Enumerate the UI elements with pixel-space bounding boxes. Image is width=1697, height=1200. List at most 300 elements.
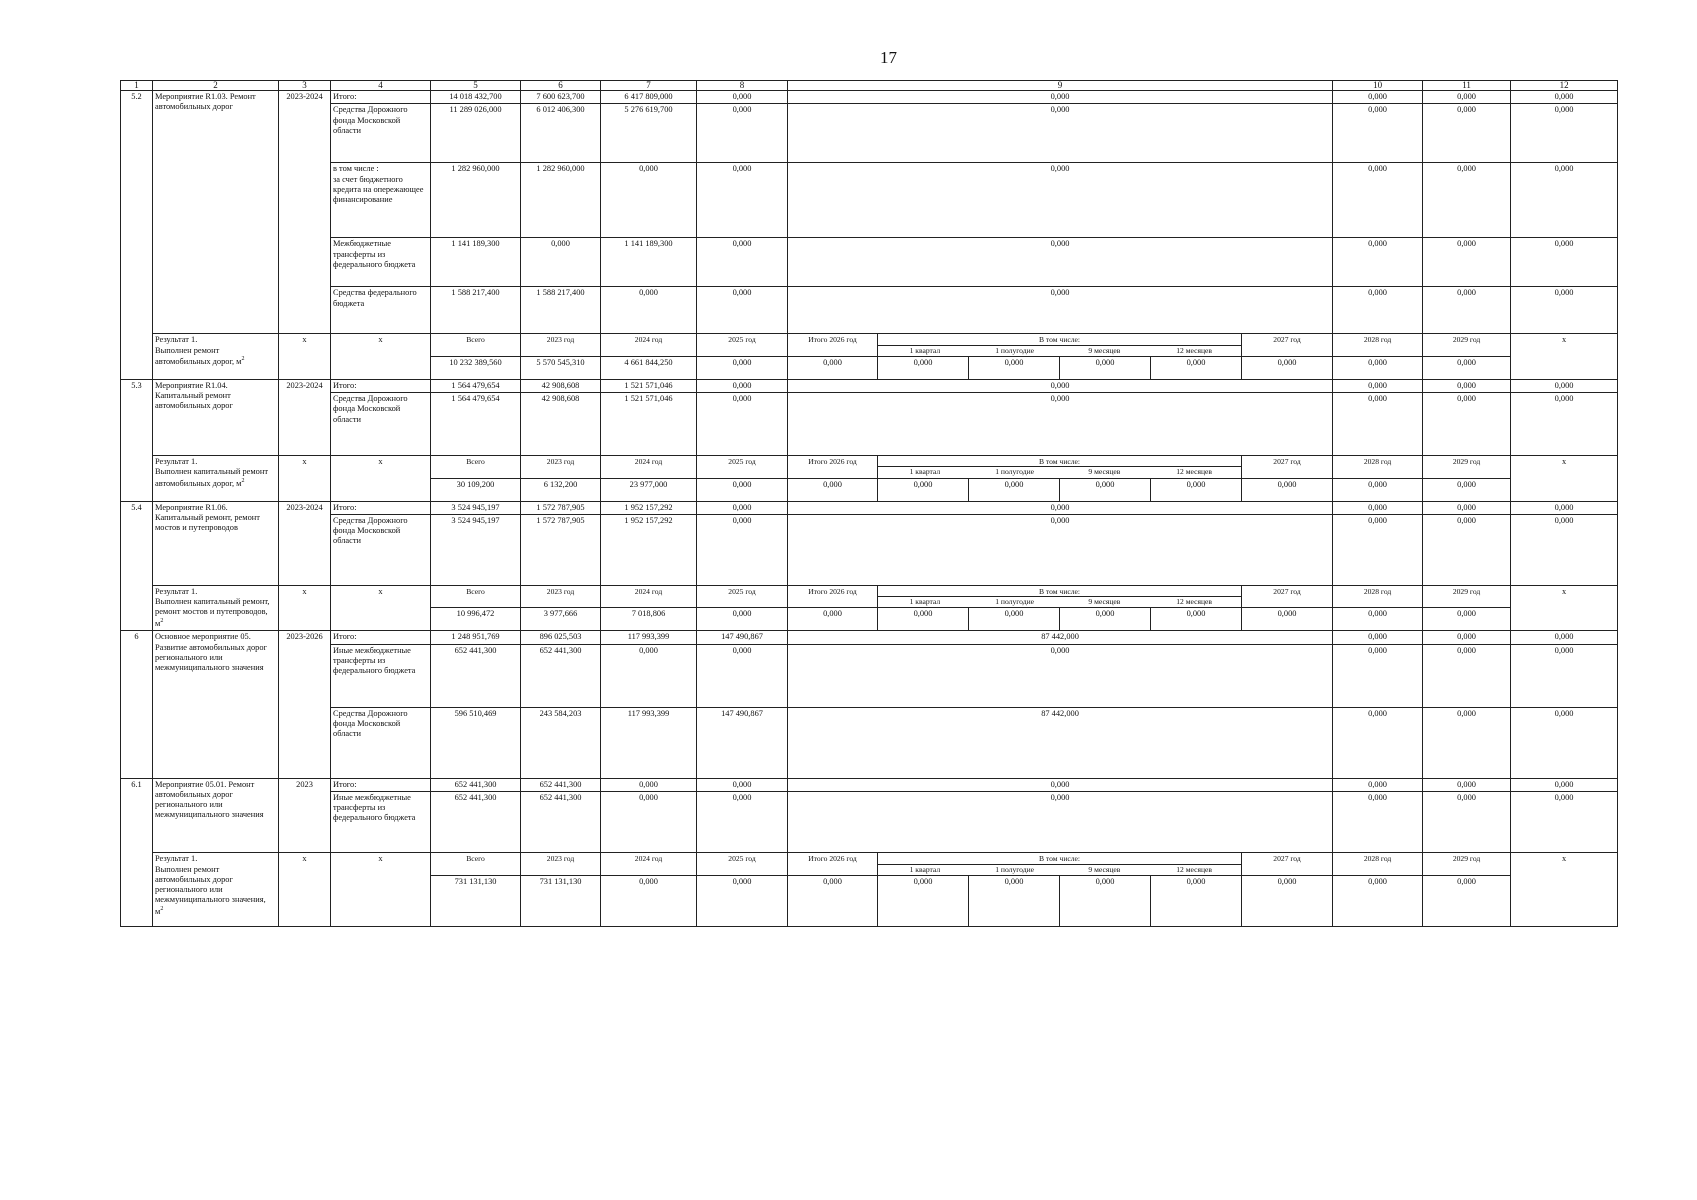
- column-number-9: 9: [788, 81, 1333, 91]
- item-number: 6: [121, 631, 153, 778]
- amount-total: 3 524 945,197: [431, 501, 521, 514]
- subperiod-h1: 1 полугодие: [995, 345, 1035, 355]
- result-header-row: [121, 334, 1618, 357]
- subperiod-q1: 1 квартал: [909, 467, 941, 477]
- result-value: 0,000: [1242, 608, 1333, 631]
- result-col-y2024: 2024 год: [601, 585, 697, 608]
- amount-2025: 0,000: [697, 393, 788, 456]
- amount-2027: 0,000: [1333, 287, 1423, 334]
- amount-2023: 1 282 960,000: [521, 163, 601, 238]
- subperiod-m9: 9 месяцев: [1088, 864, 1121, 874]
- result-col-v-tom-chisle: [878, 334, 1242, 357]
- amount-2029: 0,000: [1511, 501, 1618, 514]
- result-value: 0,000: [878, 608, 969, 631]
- result-value: 0,000: [1423, 356, 1511, 379]
- result-value: 0,000: [697, 478, 788, 501]
- result-value: 0,000: [1333, 356, 1423, 379]
- result-col-v-tom-chisle: [878, 853, 1242, 876]
- funding-source: Средства Дорожного фонда Московской области: [331, 104, 431, 163]
- column-number-10: 10: [1333, 81, 1423, 91]
- result-value: 10 996,472: [431, 608, 521, 631]
- result-col-y2024: 2024 год: [601, 456, 697, 479]
- funding-source: в том числе : за счет бюджетного кредита на опережающее финансирование: [331, 163, 431, 238]
- subperiod-m12: 12 месяцев: [1176, 597, 1212, 606]
- result-value: 10 232 389,560: [431, 356, 521, 379]
- funding-row: [121, 379, 1618, 392]
- amount-2028: 0,000: [1423, 778, 1511, 791]
- funding-source: Итого:: [331, 501, 431, 514]
- result-col-y2028: 2028 год: [1333, 585, 1423, 608]
- amount-2026: 0,000: [788, 393, 1333, 456]
- column-number-3: 3: [279, 81, 331, 91]
- amount-2026: 0,000: [788, 91, 1333, 104]
- result-value: 0,000: [1060, 608, 1151, 631]
- amount-2026: 87 442,000: [788, 707, 1333, 778]
- result-col-itogo2026: Итого 2026 год: [788, 853, 878, 876]
- result-value: 4 661 844,250: [601, 356, 697, 379]
- amount-2026: 0,000: [788, 644, 1333, 707]
- result-value: 0,000: [601, 875, 697, 926]
- v-tom-chisle-label: В том числе:: [878, 587, 1241, 597]
- result-col-y2029: 2029 год: [1423, 334, 1511, 357]
- subperiod-q1: 1 квартал: [909, 597, 941, 606]
- amount-2025: 0,000: [697, 514, 788, 585]
- item-period: 2023-2026: [279, 631, 331, 778]
- amount-2026: 0,000: [788, 379, 1333, 392]
- subperiod-m9: 9 месяцев: [1088, 467, 1121, 477]
- amount-2025: 0,000: [697, 501, 788, 514]
- result-value: 0,000: [878, 478, 969, 501]
- result-value: 0,000: [788, 478, 878, 501]
- amount-2027: 0,000: [1333, 91, 1423, 104]
- result-col-y2023: 2023 год: [521, 334, 601, 357]
- amount-2026: 0,000: [788, 514, 1333, 585]
- result-value: 0,000: [1242, 478, 1333, 501]
- amount-2026: 0,000: [788, 287, 1333, 334]
- amount-2023: 1 572 787,905: [521, 514, 601, 585]
- subperiod-labels: [880, 597, 1239, 606]
- item-name: Основное мероприятие 05. Развитие автомобильных дорог регионального или межмуниципального значения: [153, 631, 279, 778]
- result-col-y2027: 2027 год: [1242, 585, 1333, 608]
- amount-2023: 1 588 217,400: [521, 287, 601, 334]
- amount-2023: 7 600 623,700: [521, 91, 601, 104]
- result-col-y2029: 2029 год: [1423, 853, 1511, 876]
- amount-2025: 147 490,867: [697, 707, 788, 778]
- amount-total: 596 510,469: [431, 707, 521, 778]
- item-number: 5.4: [121, 501, 153, 631]
- unit-superscript: 2: [160, 617, 164, 624]
- amount-2025: 0,000: [697, 791, 788, 852]
- amount-2024: 6 417 809,000: [601, 91, 697, 104]
- result-value: 0,000: [1423, 875, 1511, 926]
- amount-2027: 0,000: [1333, 501, 1423, 514]
- amount-2025: 147 490,867: [697, 631, 788, 644]
- result-value: 0,000: [969, 356, 1060, 379]
- result-col-vsego: Всего: [431, 853, 521, 876]
- amount-2028: 0,000: [1423, 393, 1511, 456]
- result-value: 0,000: [1423, 478, 1511, 501]
- budget-table: [120, 80, 1618, 927]
- amount-2028: 0,000: [1423, 91, 1511, 104]
- subperiod-m12: 12 месяцев: [1176, 467, 1212, 477]
- result-value: 5 570 545,310: [521, 356, 601, 379]
- amount-2023: 1 572 787,905: [521, 501, 601, 514]
- funding-row: [121, 778, 1618, 791]
- funding-row: [121, 163, 1618, 238]
- funding-source: Средства Дорожного фонда Московской области: [331, 393, 431, 456]
- column-number-4: 4: [331, 81, 431, 91]
- amount-2023: 42 908,608: [521, 379, 601, 392]
- result-label-text: Результат 1. Выполнен капитальный ремонт автомобильных дорог, м: [155, 457, 269, 488]
- amount-2024: 0,000: [601, 778, 697, 791]
- item-number: 5.2: [121, 91, 153, 380]
- result-executor-x: х: [1511, 585, 1618, 631]
- v-tom-chisle-label: В том числе:: [878, 457, 1241, 467]
- amount-2024: 1 521 571,046: [601, 393, 697, 456]
- amount-2028: 0,000: [1423, 104, 1511, 163]
- amount-2024: 1 952 157,292: [601, 514, 697, 585]
- amount-2026: 87 442,000: [788, 631, 1333, 644]
- amount-2028: 0,000: [1423, 514, 1511, 585]
- amount-2026: 0,000: [788, 163, 1333, 238]
- funding-row: [121, 707, 1618, 778]
- result-value: 731 131,130: [431, 875, 521, 926]
- funding-source: Итого:: [331, 631, 431, 644]
- result-value: 3 977,666: [521, 608, 601, 631]
- result-x-period: х: [279, 853, 331, 927]
- result-executor-x: х: [1511, 853, 1618, 927]
- amount-2024: 0,000: [601, 791, 697, 852]
- result-value: 30 109,200: [431, 478, 521, 501]
- amount-2024: 1 521 571,046: [601, 379, 697, 392]
- item-period: 2023-2024: [279, 501, 331, 585]
- funding-row: [121, 393, 1618, 456]
- column-number-11: 11: [1423, 81, 1511, 91]
- result-value: 0,000: [788, 608, 878, 631]
- amount-2026: 0,000: [788, 791, 1333, 852]
- amount-2023: 42 908,608: [521, 393, 601, 456]
- amount-2029: 0,000: [1511, 514, 1618, 585]
- result-header-row: [121, 585, 1618, 608]
- amount-2027: 0,000: [1333, 238, 1423, 287]
- item-period: 2023-2024: [279, 91, 331, 334]
- amount-2023: 896 025,503: [521, 631, 601, 644]
- subperiod-h1: 1 полугодие: [995, 467, 1035, 477]
- amount-2024: 117 993,399: [601, 631, 697, 644]
- amount-total: 1 588 217,400: [431, 287, 521, 334]
- unit-superscript: 2: [241, 355, 245, 362]
- amount-2024: 0,000: [601, 163, 697, 238]
- result-value: 0,000: [788, 875, 878, 926]
- result-label-text: Результат 1. Выполнен капитальный ремонт, ремонт мостов и путепроводов, м: [155, 586, 270, 628]
- amount-2027: 0,000: [1333, 791, 1423, 852]
- result-value: 0,000: [969, 478, 1060, 501]
- subperiod-m9: 9 месяцев: [1088, 597, 1121, 606]
- funding-source: Средства Дорожного фонда Московской области: [331, 707, 431, 778]
- result-value: 0,000: [788, 356, 878, 379]
- funding-row: [121, 287, 1618, 334]
- amount-2029: 0,000: [1511, 707, 1618, 778]
- v-tom-chisle-label: В том числе:: [878, 335, 1241, 345]
- amount-2027: 0,000: [1333, 514, 1423, 585]
- result-value: 0,000: [697, 875, 788, 926]
- column-number-8: 8: [697, 81, 788, 91]
- amount-2028: 0,000: [1423, 631, 1511, 644]
- result-col-vsego: Всего: [431, 456, 521, 479]
- result-col-y2025: 2025 год: [697, 456, 788, 479]
- subperiod-labels: [880, 467, 1239, 476]
- funding-row: [121, 104, 1618, 163]
- funding-source: Иные межбюджетные трансферты из федерального бюджета: [331, 644, 431, 707]
- result-x-source: х: [331, 456, 431, 502]
- result-col-y2025: 2025 год: [697, 334, 788, 357]
- result-label: [153, 585, 279, 631]
- amount-total: 1 141 189,300: [431, 238, 521, 287]
- amount-2029: 0,000: [1511, 379, 1618, 392]
- result-value: 0,000: [969, 608, 1060, 631]
- amount-2023: 652 441,300: [521, 791, 601, 852]
- result-col-y2027: 2027 год: [1242, 334, 1333, 357]
- result-value: 0,000: [1060, 875, 1151, 926]
- amount-2027: 0,000: [1333, 631, 1423, 644]
- result-col-y2023: 2023 год: [521, 853, 601, 876]
- result-value: 0,000: [969, 875, 1060, 926]
- result-col-y2028: 2028 год: [1333, 456, 1423, 479]
- amount-2029: 0,000: [1511, 644, 1618, 707]
- result-col-y2027: 2027 год: [1242, 456, 1333, 479]
- result-label: [153, 334, 279, 380]
- result-x-period: х: [279, 456, 331, 502]
- funding-row: [121, 501, 1618, 514]
- amount-2027: 0,000: [1333, 707, 1423, 778]
- amount-total: 1 564 479,654: [431, 393, 521, 456]
- amount-total: 652 441,300: [431, 778, 521, 791]
- subperiod-labels: [880, 346, 1239, 355]
- item-period: 2023-2024: [279, 379, 331, 455]
- amount-2029: 0,000: [1511, 631, 1618, 644]
- amount-2028: 0,000: [1423, 238, 1511, 287]
- funding-source: Итого:: [331, 379, 431, 392]
- amount-2024: 117 993,399: [601, 707, 697, 778]
- amount-2023: 652 441,300: [521, 778, 601, 791]
- amount-total: 1 564 479,654: [431, 379, 521, 392]
- result-col-y2028: 2028 год: [1333, 853, 1423, 876]
- column-number-5: 5: [431, 81, 521, 91]
- amount-2023: 652 441,300: [521, 644, 601, 707]
- result-label: [153, 456, 279, 502]
- amount-2028: 0,000: [1423, 287, 1511, 334]
- column-number-7: 7: [601, 81, 697, 91]
- amount-2025: 0,000: [697, 91, 788, 104]
- result-col-v-tom-chisle: [878, 585, 1242, 608]
- funding-source: Итого:: [331, 91, 431, 104]
- item-number: 5.3: [121, 379, 153, 501]
- result-value: 0,000: [1242, 356, 1333, 379]
- amount-2026: 0,000: [788, 104, 1333, 163]
- item-number: 6.1: [121, 778, 153, 926]
- subperiod-m12: 12 месяцев: [1176, 864, 1212, 874]
- result-header-row: [121, 853, 1618, 876]
- amount-2027: 0,000: [1333, 778, 1423, 791]
- amount-2028: 0,000: [1423, 707, 1511, 778]
- result-x-period: х: [279, 334, 331, 380]
- funding-row: [121, 644, 1618, 707]
- funding-source: Иные межбюджетные трансферты из федерального бюджета: [331, 791, 431, 852]
- result-value: 6 132,200: [521, 478, 601, 501]
- result-value: 0,000: [697, 608, 788, 631]
- funding-row: [121, 91, 1618, 104]
- amount-2029: 0,000: [1511, 163, 1618, 238]
- amount-2028: 0,000: [1423, 163, 1511, 238]
- amount-2023: 0,000: [521, 238, 601, 287]
- amount-2023: 243 584,203: [521, 707, 601, 778]
- subperiod-m12: 12 месяцев: [1176, 345, 1212, 355]
- funding-source: Средства Дорожного фонда Московской области: [331, 514, 431, 585]
- amount-2023: 6 012 406,300: [521, 104, 601, 163]
- budget-table-sheet: [120, 80, 1617, 927]
- result-value: 731 131,130: [521, 875, 601, 926]
- amount-2025: 0,000: [697, 379, 788, 392]
- result-col-y2028: 2028 год: [1333, 334, 1423, 357]
- funding-row: [121, 238, 1618, 287]
- amount-2025: 0,000: [697, 778, 788, 791]
- amount-2027: 0,000: [1333, 379, 1423, 392]
- amount-2026: 0,000: [788, 778, 1333, 791]
- amount-2028: 0,000: [1423, 501, 1511, 514]
- result-x-source: х: [331, 853, 431, 927]
- amount-2029: 0,000: [1511, 778, 1618, 791]
- result-value: 0,000: [878, 356, 969, 379]
- result-col-vsego: Всего: [431, 585, 521, 608]
- result-label-text: Результат 1. Выполнен ремонт автомобильных дорог регионального или межмуниципального значения, м: [155, 854, 266, 916]
- result-value: 0,000: [1242, 875, 1333, 926]
- result-col-y2029: 2029 год: [1423, 585, 1511, 608]
- funding-row: [121, 514, 1618, 585]
- amount-2029: 0,000: [1511, 393, 1618, 456]
- item-period: 2023: [279, 778, 331, 853]
- result-value: 7 018,806: [601, 608, 697, 631]
- result-col-y2023: 2023 год: [521, 456, 601, 479]
- subperiod-h1: 1 полугодие: [995, 597, 1035, 606]
- amount-2027: 0,000: [1333, 644, 1423, 707]
- item-name: Мероприятие R1.06. Капитальный ремонт, ремонт мостов и путепроводов: [153, 501, 279, 585]
- result-col-itogo2026: Итого 2026 год: [788, 585, 878, 608]
- item-name: Мероприятие R1.03. Ремонт автомобильных дорог: [153, 91, 279, 334]
- result-col-y2023: 2023 год: [521, 585, 601, 608]
- funding-row: [121, 791, 1618, 852]
- amount-2028: 0,000: [1423, 791, 1511, 852]
- amount-2029: 0,000: [1511, 791, 1618, 852]
- amount-total: 1 248 951,769: [431, 631, 521, 644]
- amount-2025: 0,000: [697, 163, 788, 238]
- amount-2024: 1 952 157,292: [601, 501, 697, 514]
- amount-total: 3 524 945,197: [431, 514, 521, 585]
- subperiod-q1: 1 квартал: [909, 864, 941, 874]
- result-value: 0,000: [1151, 875, 1242, 926]
- amount-2024: 0,000: [601, 644, 697, 707]
- result-value: 0,000: [1060, 478, 1151, 501]
- result-col-y2024: 2024 год: [601, 334, 697, 357]
- result-value: 0,000: [1060, 356, 1151, 379]
- result-col-vsego: Всего: [431, 334, 521, 357]
- result-col-v-tom-chisle: [878, 456, 1242, 479]
- amount-total: 652 441,300: [431, 644, 521, 707]
- amount-2029: 0,000: [1511, 287, 1618, 334]
- result-col-itogo2026: Итого 2026 год: [788, 456, 878, 479]
- result-col-y2029: 2029 год: [1423, 456, 1511, 479]
- subperiod-h1: 1 полугодие: [995, 864, 1035, 874]
- amount-2024: 5 276 619,700: [601, 104, 697, 163]
- result-col-itogo2026: Итого 2026 год: [788, 334, 878, 357]
- result-value: 0,000: [1333, 608, 1423, 631]
- result-x-source: х: [331, 585, 431, 631]
- amount-2026: 0,000: [788, 501, 1333, 514]
- result-value: 0,000: [1151, 608, 1242, 631]
- result-label: [153, 853, 279, 927]
- result-x-period: х: [279, 585, 331, 631]
- item-name: Мероприятие 05.01. Ремонт автомобильных дорог регионального или межмуниципального значения: [153, 778, 279, 853]
- v-tom-chisle-label: В том числе:: [878, 854, 1241, 864]
- amount-2027: 0,000: [1333, 104, 1423, 163]
- amount-2025: 0,000: [697, 287, 788, 334]
- column-number-2: 2: [153, 81, 279, 91]
- result-value: 0,000: [1333, 478, 1423, 501]
- result-col-y2025: 2025 год: [697, 585, 788, 608]
- amount-2029: 0,000: [1511, 238, 1618, 287]
- result-value: 0,000: [1333, 875, 1423, 926]
- result-col-y2025: 2025 год: [697, 853, 788, 876]
- result-value: 23 977,000: [601, 478, 697, 501]
- amount-total: 11 289 026,000: [431, 104, 521, 163]
- funding-row: [121, 631, 1618, 644]
- header-row: [121, 81, 1618, 91]
- result-value: 0,000: [1151, 356, 1242, 379]
- result-value: 0,000: [878, 875, 969, 926]
- column-number-6: 6: [521, 81, 601, 91]
- page-number: 17: [880, 48, 897, 67]
- funding-source: Итого:: [331, 778, 431, 791]
- amount-total: 14 018 432,700: [431, 91, 521, 104]
- amount-2024: 0,000: [601, 287, 697, 334]
- result-col-y2027: 2027 год: [1242, 853, 1333, 876]
- result-executor-x: х: [1511, 456, 1618, 502]
- unit-superscript: 2: [160, 905, 164, 912]
- result-header-row: [121, 456, 1618, 479]
- subperiod-q1: 1 квартал: [909, 345, 941, 355]
- unit-superscript: 2: [241, 477, 245, 484]
- amount-total: 1 282 960,000: [431, 163, 521, 238]
- amount-2028: 0,000: [1423, 379, 1511, 392]
- amount-2025: 0,000: [697, 238, 788, 287]
- result-executor-x: х: [1511, 334, 1618, 380]
- amount-2025: 0,000: [697, 644, 788, 707]
- subperiod-labels: [880, 865, 1239, 874]
- amount-2026: 0,000: [788, 238, 1333, 287]
- result-value: 0,000: [697, 356, 788, 379]
- result-label-text: Результат 1. Выполнен ремонт автомобильных дорог, м: [155, 335, 242, 366]
- amount-2027: 0,000: [1333, 393, 1423, 456]
- amount-2029: 0,000: [1511, 104, 1618, 163]
- funding-source: Средства федерального бюджета: [331, 287, 431, 334]
- result-x-source: х: [331, 334, 431, 380]
- item-name: Мероприятие R1.04. Капитальный ремонт автомобильных дорог: [153, 379, 279, 455]
- amount-2027: 0,000: [1333, 163, 1423, 238]
- result-col-y2024: 2024 год: [601, 853, 697, 876]
- subperiod-m9: 9 месяцев: [1088, 345, 1121, 355]
- amount-2025: 0,000: [697, 104, 788, 163]
- amount-2028: 0,000: [1423, 644, 1511, 707]
- amount-total: 652 441,300: [431, 791, 521, 852]
